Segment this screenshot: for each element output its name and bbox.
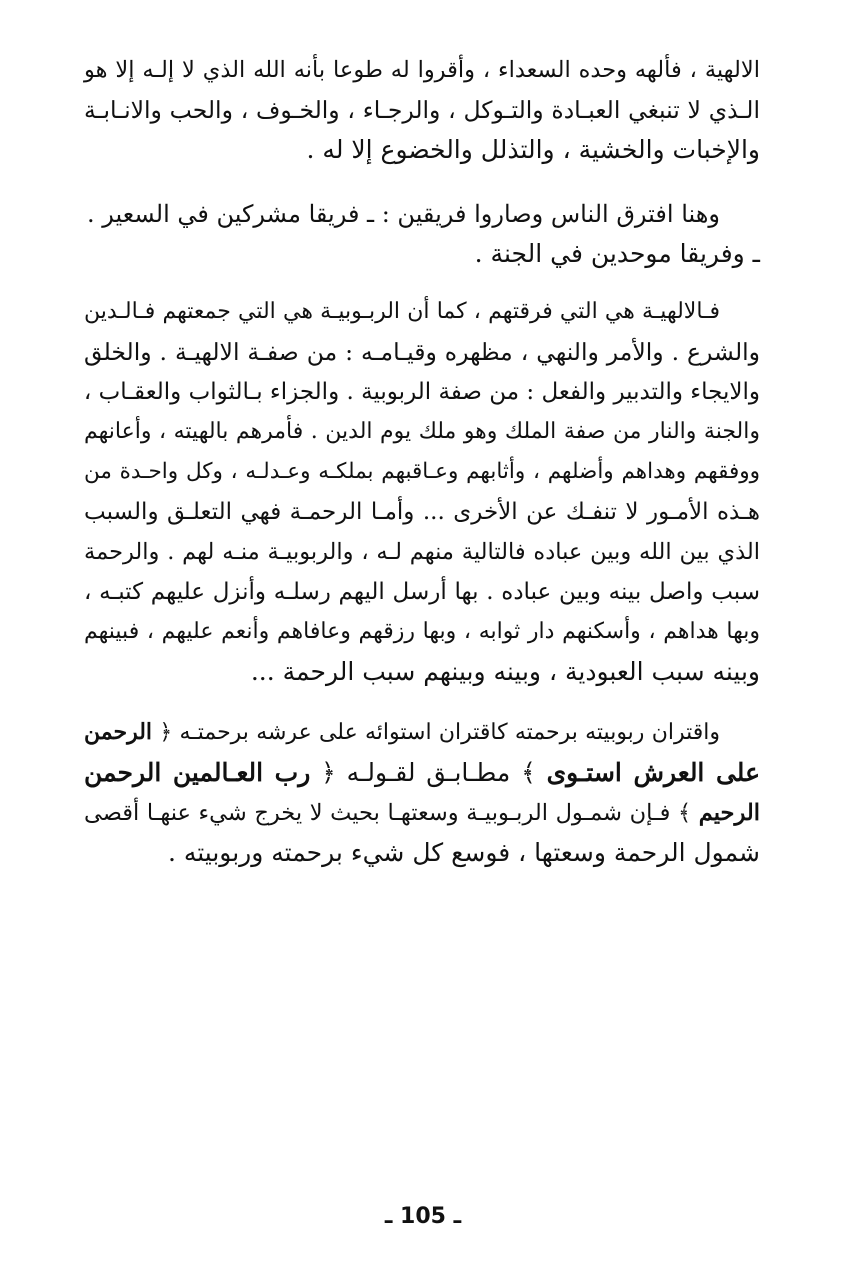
text-segment: ﴾ فـإن شمـول الربـوبيـة وسعتهـا بحيث لا يخرج شيء عنهـا أقصى xyxy=(84,800,692,826)
text-line: والجنة والنار من صفة الملك وهو ملك يوم الدين . فأمرهم بالهيته ، وأعانهم xyxy=(84,419,760,444)
text-line xyxy=(84,292,760,332)
page-number: ـ 105 ـ xyxy=(384,1204,462,1229)
text-line xyxy=(84,194,760,234)
text-line: شمول الرحمة وسعتها ، فوسع كل شيء برحمته وربوبيته . xyxy=(167,838,760,867)
text-line: والشرع . والأمر والنهي ، مظهره وقيـامـه : من صفـة الالهيـة . والخلق xyxy=(84,338,760,366)
text-line-content: وهنا افترق الناس وصاروا فريقين : ـ فريقا مشركين في السعير . xyxy=(87,200,720,228)
paragraph-4 xyxy=(84,712,760,873)
paragraph-2 xyxy=(84,194,760,274)
text-line: والايجاء والتدبير والفعل : من صفة الربوبية . والجزاء بـالثواب والعقـاب ، xyxy=(83,379,760,405)
quran-quote: الرحمن xyxy=(84,719,153,745)
text-line xyxy=(84,793,760,833)
text-segment: ﴾ مطـابـق لقـولـه ﴿ xyxy=(321,758,536,787)
text-line: سبب واصل بينه وبين عباده . بها أرسل اليهم رسلـه وأنزل عليهم كتبـه ، xyxy=(84,579,760,605)
text-line: هـذه الأمـور لا تنفـك عن الأخرى ... وأمـا الرحمـة فهي التعلـق والسبب xyxy=(84,499,760,525)
text-line xyxy=(84,753,760,793)
text-line-content: فـالالهيـة هي التي فرقتهم ، كما أن الربـوبيـة هي التي جمعتهم فـالـدين xyxy=(84,299,720,324)
text-line: والإخبات والخشية ، والتذلل والخضوع إلا له . xyxy=(306,135,760,164)
text-line: وبينه سبب العبودية ، وبينه وبينهم سبب الرحمة ... xyxy=(250,657,760,686)
text-segment: واقتران ربوبيته برحمته كاقتران استوائه على عرشه برحمتـه ﴿ xyxy=(159,720,720,745)
text-line xyxy=(84,712,760,753)
text-line: وبها هداهم ، وأسكنهم دار ثوابه ، وبها رزقهم وعافاهم وأنعم عليهم ، فبينهم xyxy=(84,619,760,644)
quran-quote: رب العـالمين الرحمن xyxy=(84,758,311,787)
text-line: الـذي لا تنبغي العبـادة والتـوكل ، والرجـاء ، والخـوف ، والحب والانـابـة xyxy=(84,96,760,124)
paragraph-3 xyxy=(84,292,760,692)
quran-quote: الرحيم xyxy=(698,800,760,826)
paragraph-1 xyxy=(84,50,760,170)
text-line: ـ وفريقا موحدين في الجنة . xyxy=(474,239,760,268)
quran-quote: على العرش استـوى xyxy=(546,758,760,787)
text-line: الذي بين الله وبين عباده فالتالية منهم لـه ، والربوبيـة منـه لهم . والرحمة xyxy=(84,539,760,565)
text-line: ووفقهم وهداهم وأضلهم ، وأثابهم وعـاقبهم بملكـه وعـدلـه ، وكل واحـدة من xyxy=(84,459,760,484)
text-line: الالهية ، فألهه وحده السعداء ، وأقروا له طوعا بأنه الله الذي لا إلـه إلا هو xyxy=(84,57,760,83)
